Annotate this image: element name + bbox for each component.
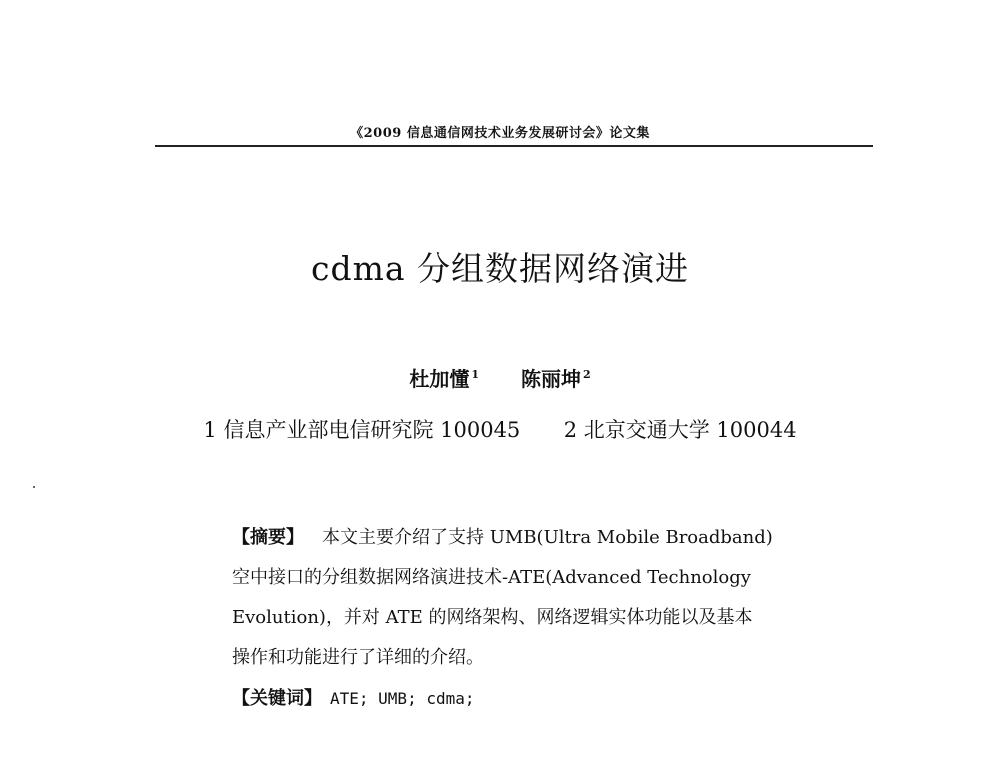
author-name: 陈丽坤	[520, 367, 581, 391]
author-name: 杜加懂	[409, 367, 470, 391]
keywords-label: 【关键词】	[232, 688, 322, 709]
abstract-line	[232, 638, 802, 678]
scan-speck	[33, 486, 35, 488]
keywords-value: ATE; UMB; cdma;	[330, 689, 475, 708]
keywords	[232, 684, 475, 710]
affiliation-list	[0, 414, 1000, 444]
abstract-line	[232, 518, 802, 558]
abstract-line	[232, 598, 802, 638]
author-list	[0, 363, 1000, 392]
abstract-text: 操作和功能进行了详细的介绍。	[232, 647, 484, 668]
abstract-text: 本文主要介绍了支持 UMB(Ultra Mobile Broadband)	[322, 527, 773, 548]
header-rule	[155, 145, 873, 147]
abstract-text: 空中接口的分组数据网络演进技术-ATE(Advanced Technology	[232, 567, 751, 588]
paper-title: cdma 分组数据网络演进	[310, 249, 690, 288]
affiliation: 1 信息产业部电信研究院 100045	[203, 418, 521, 442]
abstract	[232, 518, 802, 678]
affiliation: 2 北京交通大学 100044	[563, 418, 797, 442]
author-affil-mark: 1	[471, 368, 480, 382]
abstract-line	[232, 558, 802, 598]
running-header: 《2009 信息通信网技术业务发展研讨会》论文集	[350, 126, 650, 141]
author-affil-mark: 2	[582, 368, 591, 382]
abstract-text: Evolution)，并对 ATE 的网络架构、网络逻辑实体功能以及基本	[232, 607, 753, 628]
abstract-label: 【摘要】	[232, 527, 304, 548]
